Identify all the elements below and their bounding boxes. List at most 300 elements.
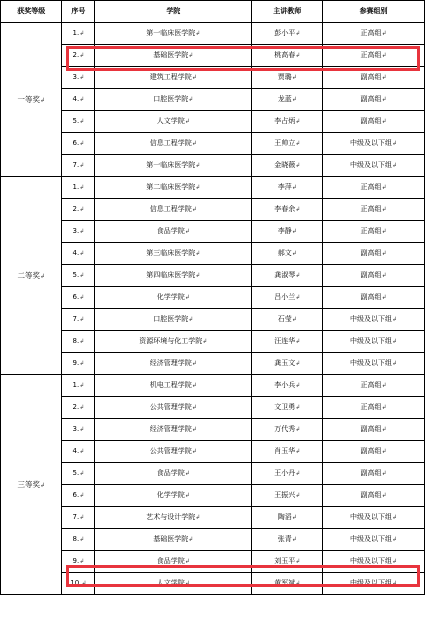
group-text: 正高组 <box>360 51 382 59</box>
row-number-text: 3. <box>72 425 80 433</box>
paragraph-mark: ↲ <box>79 404 85 411</box>
row-number-cell <box>62 221 95 243</box>
teacher-text: 贾璐 <box>277 73 292 81</box>
group-text: 正高组 <box>360 205 382 213</box>
college-cell <box>95 397 252 419</box>
group-cell <box>323 67 425 89</box>
college-text: 艺术与设计学院 <box>146 513 196 521</box>
college-cell <box>95 45 252 67</box>
teacher-cell <box>252 551 323 573</box>
paragraph-mark: ↲ <box>295 52 301 59</box>
paragraph-mark: ↲ <box>381 294 387 301</box>
group-cell <box>323 397 425 419</box>
teacher-cell <box>252 507 323 529</box>
teacher-text: 吕小兰 <box>274 293 296 301</box>
table-row <box>1 177 425 199</box>
paragraph-mark: ↲ <box>392 580 398 587</box>
paragraph-mark: ↲ <box>79 206 85 213</box>
paragraph-mark: ↲ <box>195 250 201 257</box>
paragraph-mark: ↲ <box>381 382 387 389</box>
group-cell <box>323 309 425 331</box>
group-text: 副高组 <box>360 293 382 301</box>
teacher-text: 李小兵 <box>274 381 296 389</box>
group-text: 副高组 <box>360 447 382 455</box>
teacher-text: 张青 <box>277 535 292 543</box>
paragraph-mark: ↲ <box>39 272 45 280</box>
paragraph-mark: ↲ <box>202 338 208 345</box>
paragraph-mark: ↲ <box>295 382 301 389</box>
row-number-cell <box>62 265 95 287</box>
college-cell <box>95 155 252 177</box>
college-cell <box>95 463 252 485</box>
college-cell <box>95 287 252 309</box>
paragraph-mark: ↲ <box>79 470 85 477</box>
college-cell <box>95 23 252 45</box>
teacher-cell <box>252 111 323 133</box>
header-group: 参赛组别 <box>323 1 425 23</box>
paragraph-mark: ↲ <box>291 316 297 323</box>
row-number-text: 5. <box>72 469 80 477</box>
paragraph-mark: ↲ <box>381 492 387 499</box>
college-cell <box>95 331 252 353</box>
college-cell <box>95 529 252 551</box>
paragraph-mark: ↲ <box>295 206 301 213</box>
teacher-cell <box>252 573 323 595</box>
college-text: 基础医学院 <box>153 535 189 543</box>
college-cell <box>95 89 252 111</box>
row-number-text: 8. <box>72 535 80 543</box>
header-number: 序号 <box>62 1 95 23</box>
award-level-cell <box>1 375 62 595</box>
college-cell <box>95 507 252 529</box>
row-number-cell <box>62 309 95 331</box>
paragraph-mark: ↲ <box>79 30 85 37</box>
college-cell <box>95 67 252 89</box>
row-number-text: 1. <box>72 29 80 37</box>
group-cell <box>323 265 425 287</box>
row-number-cell <box>62 353 95 375</box>
paragraph-mark: ↲ <box>79 338 85 345</box>
table-row <box>1 463 425 485</box>
paragraph-mark: ↲ <box>381 206 387 213</box>
paragraph-mark: ↲ <box>191 360 197 367</box>
teacher-text: 肖玉华 <box>274 447 296 455</box>
paragraph-mark: ↲ <box>191 404 197 411</box>
row-number-cell <box>62 573 95 595</box>
teacher-text: 李静 <box>277 227 292 235</box>
teacher-cell <box>252 309 323 331</box>
teacher-text: 桃高春 <box>274 51 296 59</box>
group-cell <box>323 89 425 111</box>
row-number-cell <box>62 551 95 573</box>
paragraph-mark: ↲ <box>79 382 85 389</box>
paragraph-mark: ↲ <box>79 74 85 81</box>
row-number-cell <box>62 397 95 419</box>
group-cell <box>323 287 425 309</box>
teacher-cell <box>252 199 323 221</box>
teacher-cell <box>252 397 323 419</box>
table-row <box>1 529 425 551</box>
paragraph-mark: ↲ <box>295 272 301 279</box>
paragraph-mark: ↲ <box>188 316 194 323</box>
teacher-cell <box>252 177 323 199</box>
paragraph-mark: ↲ <box>188 96 194 103</box>
table-row <box>1 265 425 287</box>
group-text: 正高组 <box>360 381 382 389</box>
row-number-text: 3. <box>72 227 80 235</box>
table-row <box>1 111 425 133</box>
college-text: 口腔医学院 <box>153 315 189 323</box>
group-text: 中级及以下组 <box>350 161 393 169</box>
paragraph-mark: ↲ <box>79 426 85 433</box>
teacher-text: 万代秀 <box>274 425 296 433</box>
paragraph-mark: ↲ <box>79 52 85 59</box>
paragraph-mark: ↲ <box>81 580 87 587</box>
row-number-cell <box>62 89 95 111</box>
group-text: 中级及以下组 <box>350 139 393 147</box>
group-text: 中级及以下组 <box>350 315 393 323</box>
paragraph-mark: ↲ <box>295 558 301 565</box>
college-cell <box>95 243 252 265</box>
group-text: 副高组 <box>360 73 382 81</box>
college-text: 建筑工程学院 <box>149 73 192 81</box>
paragraph-mark: ↲ <box>291 250 297 257</box>
paragraph-mark: ↲ <box>381 426 387 433</box>
paragraph-mark: ↲ <box>79 250 85 257</box>
award-level-cell <box>1 23 62 177</box>
row-number-cell <box>62 155 95 177</box>
college-text: 信息工程学院 <box>149 205 192 213</box>
row-number-cell <box>62 419 95 441</box>
paragraph-mark: ↲ <box>184 228 190 235</box>
paragraph-mark: ↲ <box>79 448 85 455</box>
paragraph-mark: ↲ <box>184 294 190 301</box>
paragraph-mark: ↲ <box>291 228 297 235</box>
paragraph-mark: ↲ <box>295 404 301 411</box>
paragraph-mark: ↲ <box>79 316 85 323</box>
paragraph-mark: ↲ <box>184 558 190 565</box>
paragraph-mark: ↲ <box>381 470 387 477</box>
table-row <box>1 353 425 375</box>
college-text: 食品学院 <box>156 227 185 235</box>
row-number-text: 1. <box>72 381 80 389</box>
award-level-label: 三等奖 <box>17 479 40 489</box>
paragraph-mark: ↲ <box>79 162 85 169</box>
group-cell <box>323 375 425 397</box>
award-level-cell <box>1 177 62 375</box>
paragraph-mark: ↲ <box>381 250 387 257</box>
header-college: 学院 <box>95 1 252 23</box>
college-text: 机电工程学院 <box>149 381 192 389</box>
row-number-text: 5. <box>72 117 80 125</box>
row-number-cell <box>62 133 95 155</box>
paragraph-mark: ↲ <box>295 426 301 433</box>
group-cell <box>323 573 425 595</box>
row-number-text: 4. <box>72 249 80 257</box>
paragraph-mark: ↲ <box>381 118 387 125</box>
group-cell <box>323 111 425 133</box>
table-row <box>1 309 425 331</box>
paragraph-mark: ↲ <box>191 140 197 147</box>
college-text: 经济管理学院 <box>149 425 192 433</box>
teacher-text: 李萍 <box>277 183 292 191</box>
college-cell <box>95 375 252 397</box>
row-number-text: 2. <box>72 51 80 59</box>
row-number-cell <box>62 111 95 133</box>
paragraph-mark: ↲ <box>79 492 85 499</box>
college-cell <box>95 485 252 507</box>
college-cell <box>95 199 252 221</box>
college-cell <box>95 551 252 573</box>
teacher-cell <box>252 45 323 67</box>
group-text: 副高组 <box>360 249 382 257</box>
paragraph-mark: ↲ <box>79 536 85 543</box>
table-row <box>1 397 425 419</box>
row-number-text: 5. <box>72 271 80 279</box>
table-row <box>1 199 425 221</box>
teacher-cell <box>252 331 323 353</box>
paragraph-mark: ↲ <box>295 162 301 169</box>
college-text: 公共管理学院 <box>149 403 192 411</box>
paragraph-mark: ↲ <box>381 448 387 455</box>
paragraph-mark: ↲ <box>79 228 85 235</box>
group-cell <box>323 353 425 375</box>
college-text: 人文学院 <box>156 117 185 125</box>
row-number-text: 6. <box>72 139 80 147</box>
paragraph-mark: ↲ <box>295 492 301 499</box>
paragraph-mark: ↲ <box>291 514 297 521</box>
group-text: 中级及以下组 <box>350 535 393 543</box>
teacher-cell <box>252 463 323 485</box>
college-text: 公共管理学院 <box>149 447 192 455</box>
table-row <box>1 67 425 89</box>
award-level-label: 二等奖 <box>17 270 40 280</box>
teacher-cell <box>252 485 323 507</box>
college-cell <box>95 177 252 199</box>
paragraph-mark: ↲ <box>291 536 297 543</box>
row-number-cell <box>62 67 95 89</box>
paragraph-mark: ↲ <box>79 514 85 521</box>
paragraph-mark: ↲ <box>295 30 301 37</box>
teacher-cell <box>252 375 323 397</box>
paragraph-mark: ↲ <box>291 184 297 191</box>
teacher-cell <box>252 265 323 287</box>
group-text: 副高组 <box>360 491 382 499</box>
paragraph-mark: ↲ <box>295 360 301 367</box>
teacher-cell <box>252 419 323 441</box>
paragraph-mark: ↲ <box>381 228 387 235</box>
paragraph-mark: ↲ <box>381 30 387 37</box>
teacher-text: 汪连华 <box>274 337 296 345</box>
paragraph-mark: ↲ <box>188 536 194 543</box>
table-row <box>1 133 425 155</box>
group-text: 中级及以下组 <box>350 513 393 521</box>
paragraph-mark: ↲ <box>191 206 197 213</box>
teacher-text: 王帅立 <box>274 139 296 147</box>
group-text: 副高组 <box>360 95 382 103</box>
row-number-text: 6. <box>72 293 80 301</box>
paragraph-mark: ↲ <box>79 96 85 103</box>
group-text: 副高组 <box>360 117 382 125</box>
group-text: 副高组 <box>360 469 382 477</box>
college-text: 经济管理学院 <box>149 359 192 367</box>
paragraph-mark: ↲ <box>291 74 297 81</box>
table-body <box>1 23 425 595</box>
row-number-cell <box>62 287 95 309</box>
group-cell <box>323 507 425 529</box>
group-text: 正高组 <box>360 227 382 235</box>
paragraph-mark: ↲ <box>295 448 301 455</box>
teacher-cell <box>252 155 323 177</box>
teacher-text: 文卫勇 <box>274 403 296 411</box>
teacher-text: 龚玉文 <box>274 359 296 367</box>
paragraph-mark: ↲ <box>79 294 85 301</box>
college-cell <box>95 441 252 463</box>
college-text: 食品学院 <box>156 557 185 565</box>
paragraph-mark: ↲ <box>184 580 190 587</box>
paragraph-mark: ↲ <box>188 52 194 59</box>
paragraph-mark: ↲ <box>392 514 398 521</box>
paragraph-mark: ↲ <box>195 184 201 191</box>
row-number-text: 1. <box>72 183 80 191</box>
header-award: 获奖等级 <box>1 1 62 23</box>
table-row <box>1 287 425 309</box>
paragraph-mark: ↲ <box>295 294 301 301</box>
college-text: 第四临床医学院 <box>146 271 196 279</box>
row-number-cell <box>62 485 95 507</box>
college-text: 化学学院 <box>156 491 185 499</box>
row-number-cell <box>62 199 95 221</box>
row-number-text: 2. <box>72 403 80 411</box>
teacher-cell <box>252 67 323 89</box>
table-row <box>1 551 425 573</box>
paragraph-mark: ↲ <box>295 338 301 345</box>
group-text: 副高组 <box>360 425 382 433</box>
row-number-cell <box>62 45 95 67</box>
group-cell <box>323 485 425 507</box>
paragraph-mark: ↲ <box>295 470 301 477</box>
teacher-text: 李占炳 <box>274 117 296 125</box>
table-row <box>1 375 425 397</box>
group-cell <box>323 331 425 353</box>
row-number-cell <box>62 331 95 353</box>
college-text: 第一临床医学院 <box>146 161 196 169</box>
row-number-text: 4. <box>72 95 80 103</box>
table-row <box>1 89 425 111</box>
group-text: 正高组 <box>360 403 382 411</box>
table-row <box>1 441 425 463</box>
group-text: 正高组 <box>360 183 382 191</box>
teacher-cell <box>252 23 323 45</box>
row-number-text: 6. <box>72 491 80 499</box>
table-row <box>1 155 425 177</box>
group-cell <box>323 155 425 177</box>
group-cell <box>323 133 425 155</box>
college-cell <box>95 133 252 155</box>
table-row <box>1 331 425 353</box>
group-cell <box>323 441 425 463</box>
teacher-text: 龙蓝 <box>277 95 292 103</box>
college-text: 第一临床医学院 <box>146 29 196 37</box>
paragraph-mark: ↲ <box>191 74 197 81</box>
teacher-cell <box>252 243 323 265</box>
paragraph-mark: ↲ <box>295 118 301 125</box>
paragraph-mark: ↲ <box>191 382 197 389</box>
paragraph-mark: ↲ <box>381 96 387 103</box>
paragraph-mark: ↲ <box>79 140 85 147</box>
teacher-cell <box>252 529 323 551</box>
college-text: 基础医学院 <box>153 51 189 59</box>
college-text: 第三临床医学院 <box>146 249 196 257</box>
paragraph-mark: ↲ <box>79 184 85 191</box>
paragraph-mark: ↲ <box>191 448 197 455</box>
group-text: 中级及以下组 <box>350 557 393 565</box>
header-teacher: 主讲教师 <box>252 1 323 23</box>
teacher-text: 石莹 <box>277 315 292 323</box>
paragraph-mark: ↲ <box>79 118 85 125</box>
row-number-text: 9. <box>72 557 80 565</box>
paragraph-mark: ↲ <box>191 426 197 433</box>
group-cell <box>323 529 425 551</box>
row-number-text: 9. <box>72 359 80 367</box>
college-cell <box>95 573 252 595</box>
teacher-cell <box>252 221 323 243</box>
row-number-cell <box>62 529 95 551</box>
paragraph-mark: ↲ <box>392 338 398 345</box>
group-cell <box>323 419 425 441</box>
paragraph-mark: ↲ <box>195 30 201 37</box>
college-text: 人文学院 <box>156 579 185 587</box>
college-cell <box>95 353 252 375</box>
college-cell <box>95 111 252 133</box>
paragraph-mark: ↲ <box>392 162 398 169</box>
group-cell <box>323 221 425 243</box>
teacher-cell <box>252 89 323 111</box>
group-cell <box>323 243 425 265</box>
table-row <box>1 243 425 265</box>
paragraph-mark: ↲ <box>195 514 201 521</box>
table-row <box>1 507 425 529</box>
row-number-text: 4. <box>72 447 80 455</box>
teacher-cell <box>252 441 323 463</box>
group-text: 中级及以下组 <box>350 337 393 345</box>
teacher-text: 王振兴 <box>274 491 296 499</box>
table-row <box>1 45 425 67</box>
table-row <box>1 23 425 45</box>
teacher-text: 龚淑琴 <box>274 271 296 279</box>
table-row <box>1 419 425 441</box>
paragraph-mark: ↲ <box>392 316 398 323</box>
teacher-text: 郝文 <box>277 249 292 257</box>
teacher-cell <box>252 353 323 375</box>
teacher-cell <box>252 287 323 309</box>
college-text: 资源环境与化工学院 <box>139 337 203 345</box>
paragraph-mark: ↲ <box>195 162 201 169</box>
paragraph-mark: ↲ <box>381 272 387 279</box>
college-text: 食品学院 <box>156 469 185 477</box>
group-cell <box>323 199 425 221</box>
row-number-cell <box>62 507 95 529</box>
award-level-label: 一等奖 <box>17 94 40 104</box>
row-number-cell <box>62 243 95 265</box>
paragraph-mark: ↲ <box>381 184 387 191</box>
college-cell <box>95 221 252 243</box>
table-row <box>1 221 425 243</box>
paragraph-mark: ↲ <box>295 140 301 147</box>
header-row <box>1 1 425 23</box>
paragraph-mark: ↲ <box>184 492 190 499</box>
group-text: 中级及以下组 <box>350 579 393 587</box>
